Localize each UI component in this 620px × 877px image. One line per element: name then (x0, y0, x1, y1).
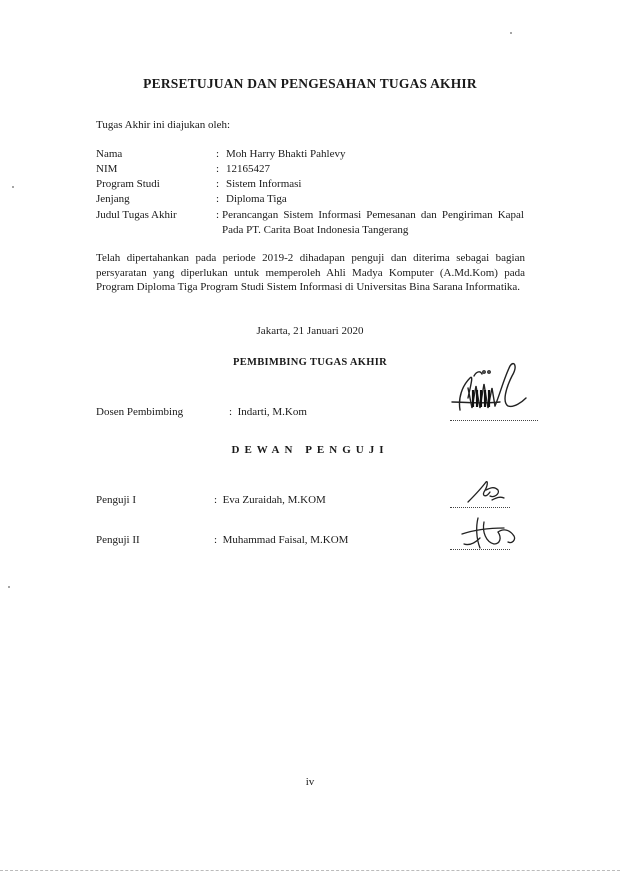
page-number: iv (305, 776, 315, 788)
field-judul-value: Perancangan Sistem Informasi Pemesanan dan Pengiriman Kapal Pada PT. Carita Boat Indonesia Tangerang (222, 209, 524, 236)
penguji-2-signature (454, 514, 524, 554)
page-title: PERSETUJUAN DAN PENGESAHAN TUGAS AKHIR (143, 76, 477, 91)
approval-paragraph: Telah dipertahankan pada periode 2019-2 dihadapan penguji dan diterima sebagai bagian persyaratan yang diperlukan untuk memperoleh Ahli Madya Komputer (A.Md.Kom) pada Program Diploma Tiga Program Studi Sistem Informasi di Universitas Bina Sarana Informatika. (96, 252, 525, 293)
penguji-1-name-row (214, 494, 326, 506)
field-value: 12165427 (226, 163, 270, 175)
scan-speck (510, 32, 512, 34)
signature-line (450, 420, 538, 421)
penguji-1-name: Eva Zuraidah, M.KOM (222, 494, 326, 506)
penguji-1-role: Penguji I (96, 494, 137, 506)
field-value: Sistem Informasi (226, 178, 302, 190)
field-label: Program Studi (96, 178, 160, 190)
penguji-2-role: Penguji II (96, 534, 140, 546)
scan-speck (12, 186, 14, 188)
field-separator: : (216, 209, 220, 221)
field-label: Judul Tugas Akhir (96, 209, 177, 221)
field-judul (96, 208, 226, 222)
field-jenjang (96, 192, 287, 206)
pembimbing-title: PEMBIMBING TUGAS AKHIR (232, 357, 387, 368)
intro-text: Tugas Akhir ini diajukan oleh: (96, 119, 231, 131)
field-nim (96, 162, 270, 176)
pembimbing-signature (440, 358, 530, 420)
penguji-1-separator: : (214, 494, 218, 506)
pembimbing-name-row (229, 406, 307, 418)
field-label: Jenjang (96, 193, 130, 205)
field-program-studi (96, 177, 301, 191)
scan-edge (0, 870, 620, 871)
field-separator: : (216, 163, 220, 175)
field-value: Diploma Tiga (226, 193, 287, 205)
penguji-2-name-row (214, 534, 348, 546)
date-line: Jakarta, 21 Januari 2020 (256, 325, 364, 337)
scan-speck (8, 586, 10, 588)
pembimbing-separator: : (229, 406, 233, 418)
dewan-penguji-title: DEWAN PENGUJI (231, 444, 389, 456)
field-separator: : (216, 148, 220, 160)
field-value: Moh Harry Bhakti Pahlevy (226, 148, 346, 160)
penguji-2-name: Muhammad Faisal, M.KOM (222, 534, 349, 546)
field-label: Nama (96, 148, 123, 160)
field-nama (96, 147, 345, 161)
field-separator: : (216, 178, 220, 190)
pembimbing-name: Indarti, M.Kom (237, 406, 307, 418)
field-separator: : (216, 193, 220, 205)
penguji-1-signature (462, 478, 512, 508)
penguji-2-separator: : (214, 534, 218, 546)
pembimbing-role: Dosen Pembimbing (96, 406, 184, 418)
field-label: NIM (96, 163, 118, 175)
